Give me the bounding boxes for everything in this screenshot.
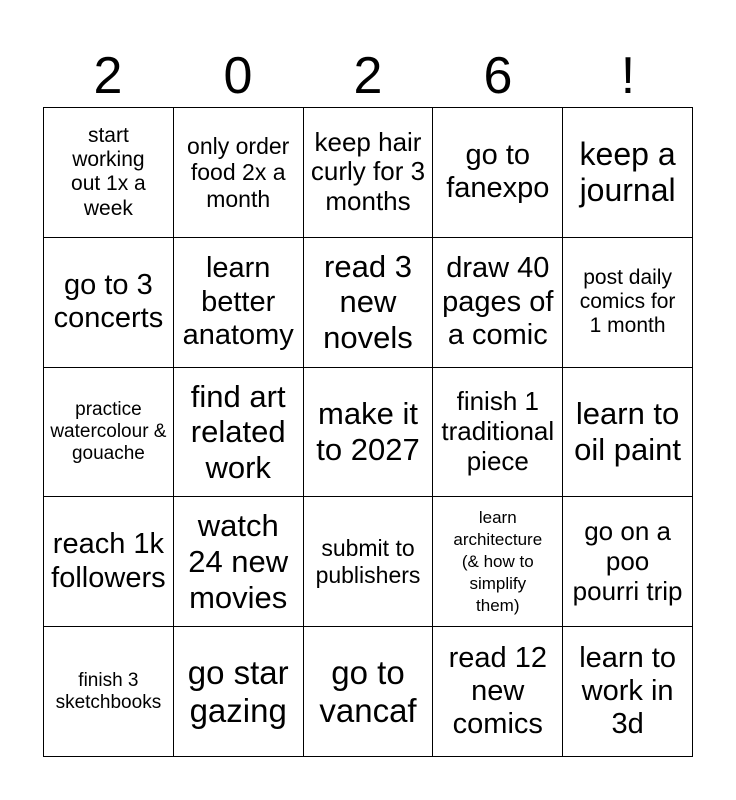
bingo-cell-19[interactable]	[433, 497, 563, 627]
cell-text: learn better anatomy	[182, 252, 294, 351]
cell-text: learn to oil paint	[574, 396, 682, 467]
bingo-cell-2[interactable]	[174, 108, 304, 238]
bingo-cell-11[interactable]	[44, 368, 174, 498]
header-letter-1: 2	[93, 47, 123, 105]
cell-text: read 12 new comics	[448, 641, 547, 741]
bingo-cell-7[interactable]	[174, 238, 304, 368]
bingo-cell-3[interactable]	[304, 108, 434, 238]
cell-text: reach 1k followers	[51, 528, 166, 594]
bingo-cell-25[interactable]	[563, 627, 693, 757]
cell-text: finish 3 sketchbooks	[55, 669, 162, 713]
bingo-cell-24[interactable]	[433, 627, 563, 757]
bingo-cell-21[interactable]	[44, 627, 174, 757]
bingo-cell-20[interactable]	[563, 497, 693, 627]
cell-text: find art related work	[190, 378, 286, 485]
cell-text: read 3 new novels	[323, 248, 413, 356]
bingo-cell-10[interactable]	[563, 238, 693, 368]
header-letter-2: 0	[223, 47, 253, 105]
bingo-cell-14[interactable]	[433, 368, 563, 498]
bingo-cell-5[interactable]	[563, 108, 693, 238]
bingo-cell-1[interactable]	[44, 108, 174, 238]
bingo-cell-22[interactable]	[174, 627, 304, 757]
cell-text: learn to work in 3d	[579, 641, 676, 741]
cell-text: start working out 1x a week	[71, 124, 146, 220]
cell-text: practice watercolour & gouache	[50, 399, 167, 464]
cell-text: finish 1 traditional piece	[441, 386, 555, 476]
bingo-cell-17[interactable]	[174, 497, 304, 627]
cell-text: keep hair curly for 3 months	[310, 126, 426, 217]
bingo-header	[43, 48, 693, 104]
cell-text: go star gazing	[187, 653, 289, 729]
bingo-cell-23[interactable]	[304, 627, 434, 757]
bingo-cell-15[interactable]	[563, 368, 693, 498]
bingo-grid	[43, 107, 693, 757]
cell-text: go to 3 concerts	[53, 268, 164, 335]
header-letter-4: 6	[483, 47, 513, 105]
bingo-cell-6[interactable]	[44, 238, 174, 368]
cell-text: go to fanexpo	[446, 139, 550, 205]
cell-text: make it to 2027	[316, 396, 420, 467]
header-letter-3: 2	[353, 47, 383, 105]
cell-text: only order food 2x a month	[187, 132, 290, 212]
cell-text: go on a poo pourri trip	[572, 515, 683, 606]
cell-text: submit to publishers	[315, 535, 421, 588]
bingo-cell-16[interactable]	[44, 497, 174, 627]
cell-text: keep a journal	[579, 135, 676, 209]
bingo-cell-9[interactable]	[433, 238, 563, 368]
cell-text: watch 24 new movies	[188, 508, 289, 615]
cell-text: go to vancaf	[319, 653, 417, 729]
bingo-cell-8[interactable]	[304, 238, 434, 368]
cell-text: draw 40 pages of a comic	[442, 252, 554, 351]
bingo-cell-18[interactable]	[304, 497, 434, 627]
bingo-cell-4[interactable]	[433, 108, 563, 238]
cell-text: post daily comics for 1 month	[579, 265, 676, 338]
bingo-cell-13[interactable]	[304, 368, 434, 498]
header-letter-5: !	[620, 47, 636, 105]
cell-text: learn architecture (& how to simplify them)	[453, 507, 543, 615]
bingo-cell-12[interactable]	[174, 368, 304, 498]
